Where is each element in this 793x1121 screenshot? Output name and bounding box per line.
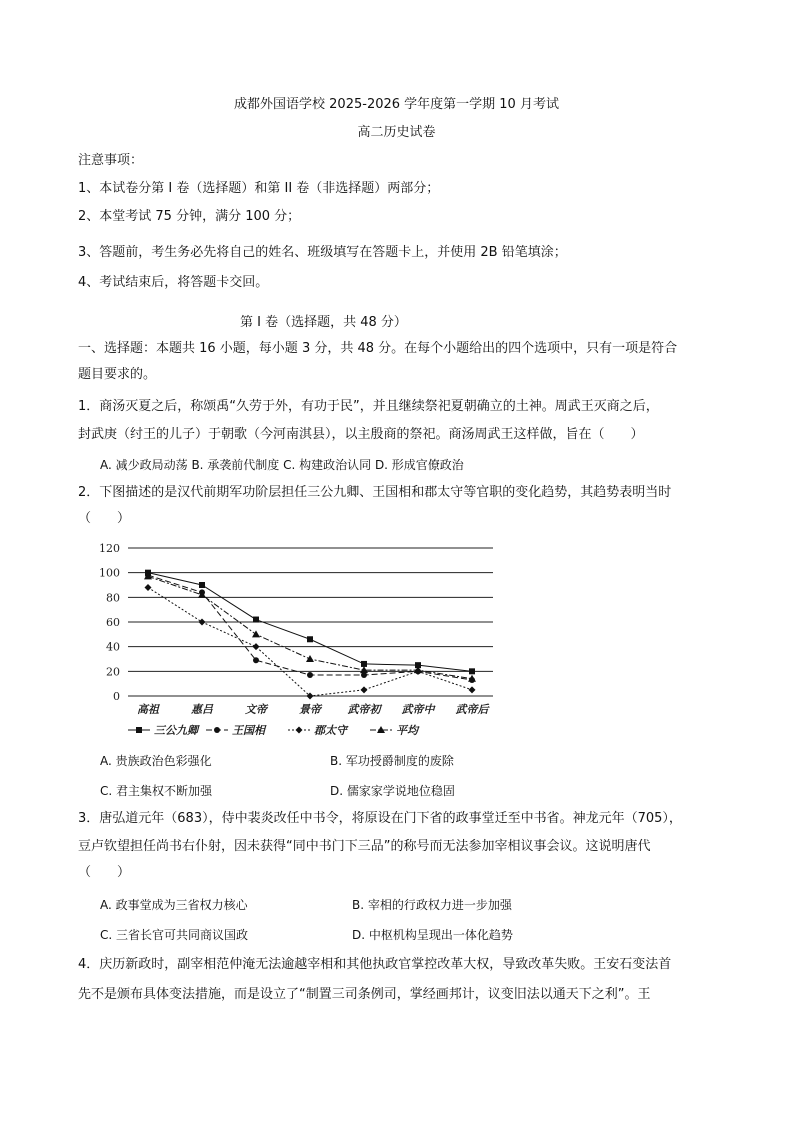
data-point [361, 686, 368, 693]
data-point [253, 657, 259, 663]
data-point [199, 582, 205, 588]
x-tick-label: 文帝 [245, 703, 267, 716]
question-3-stem: 豆卢钦望担任尚书右仆射，因未获得“同中书门下三品”的称号而无法参加宰相议事会议。这说明唐代 [78, 839, 651, 854]
exam-subject-title: 高二历史试卷 [357, 125, 436, 140]
question-4-stem: 4．庆历新政时，副宰相范仲淹无法逾越宰相和其他执政官掌控改革大权，导致改革失败。王安石变法首 [78, 957, 672, 972]
notice-item: 1、本试卷分第 I 卷（选择题）和第 II 卷（非选择题）两部分； [78, 181, 440, 196]
y-tick-label: 0 [113, 690, 120, 703]
question-2-option-c: C. 君主集权不断加强 [100, 784, 213, 798]
legend-label: 王国相 [232, 724, 265, 736]
x-tick-label: 武帝后 [455, 703, 489, 716]
question-2-stem: 2．下图描述的是汉代前期军功阶层担任三公九卿、王国相和郡太守等官职的变化趋势，其趋势表明当时 [78, 485, 672, 500]
y-tick-label: 100 [99, 566, 120, 580]
data-point [252, 630, 260, 637]
line-chart [88, 536, 508, 736]
data-point [307, 672, 313, 678]
question-3-stem: （ ） [78, 865, 131, 880]
data-point [307, 636, 313, 642]
question-3-stem: 3．唐弘道元年（683），侍中裴炎改任中书令，将原设在门下省的政事堂迁至中书省。神龙元年（705）， [78, 811, 682, 826]
x-tick-label: 武帝初 [347, 703, 381, 716]
data-point [253, 643, 260, 650]
question-2-option-a: A. 贵族政治色彩强化 [100, 754, 212, 768]
x-tick-label: 惠吕 [191, 703, 213, 716]
notice-item: 3、答题前，考生务必先将自己的姓名、班级填写在答题卡上，并使用 2B 铅笔填涂； [78, 245, 567, 260]
question-3-option-d: D. 中枢机构呈现出一体化趋势 [352, 928, 513, 942]
question-2-stem: （ ） [78, 511, 131, 526]
data-point [145, 584, 152, 591]
y-tick-label: 40 [106, 640, 120, 654]
legend-marker [296, 727, 303, 734]
y-tick-label: 60 [106, 616, 120, 629]
question-4-stem: 先不是颁布具体变法措施，而是设立了“制置三司条例司，掌经画邦计，议变旧法以通天下之利”。王 [78, 987, 651, 1002]
question-1-stem: 封武庚（纣王的儿子）于朝歌（今河南淇县），以主殷商的祭祀。商汤周武王这样做，旨在（ ） [78, 427, 644, 442]
y-tick-label: 80 [106, 591, 120, 605]
x-tick-label: 景帝 [299, 703, 321, 716]
y-tick-label: 120 [99, 542, 120, 555]
question-3-option-c: C. 三省长官可共同商议国政 [100, 928, 249, 942]
legend-marker [136, 727, 142, 733]
y-tick-label: 20 [106, 665, 120, 679]
question-1-stem: 1．商汤灭夏之后，称颂禹“久劳于外，有功于民”，并且继续祭祀夏朝确立的土神。周武王灭商之后， [78, 399, 659, 414]
data-point [306, 655, 314, 662]
notice-heading: 注意事项： [78, 153, 144, 168]
question-3-option-b: B. 宰相的行政权力进一步加强 [352, 898, 512, 912]
question-3-option-a: A. 政事堂成为三省权力核心 [100, 898, 248, 912]
series-line [148, 575, 472, 680]
series-line [148, 576, 472, 678]
part1-instruction: 一、选择题：本题共 16 小题，每小题 3 分，共 48 分。在每个小题给出的四个选项中，只有一项是符合 [78, 341, 678, 356]
data-point [253, 617, 259, 623]
part1-title: 第 I 卷（选择题，共 48 分） [240, 315, 407, 330]
legend-label: 郡太守 [314, 724, 347, 736]
data-point [360, 666, 368, 673]
data-point [199, 619, 206, 626]
question-2-option-d: D. 儒家家学说地位稳固 [330, 784, 455, 798]
legend-label: 平均 [396, 724, 418, 736]
question-2-option-b: B. 军功授爵制度的废除 [330, 754, 454, 768]
data-point [361, 661, 367, 667]
x-tick-label: 高祖 [137, 703, 159, 716]
part1-instruction: 题目要求的。 [78, 367, 157, 382]
notice-item: 2、本堂考试 75 分钟，满分 100 分； [78, 209, 301, 224]
x-tick-label: 武帝中 [401, 703, 435, 716]
notice-item: 4、考试结束后，将答题卡交回。 [78, 275, 269, 290]
data-point [469, 668, 475, 674]
exam-school-title: 成都外国语学校 2025-2026 学年度第一学期 10 月考试 [234, 97, 559, 112]
legend-marker [214, 727, 220, 733]
question-1-options: A. 减少政局动荡 B. 承袭前代制度 C. 构建政治认同 D. 形成官僚政治 [100, 458, 464, 472]
legend-label: 三公九卿 [154, 724, 198, 736]
data-point [469, 686, 476, 693]
